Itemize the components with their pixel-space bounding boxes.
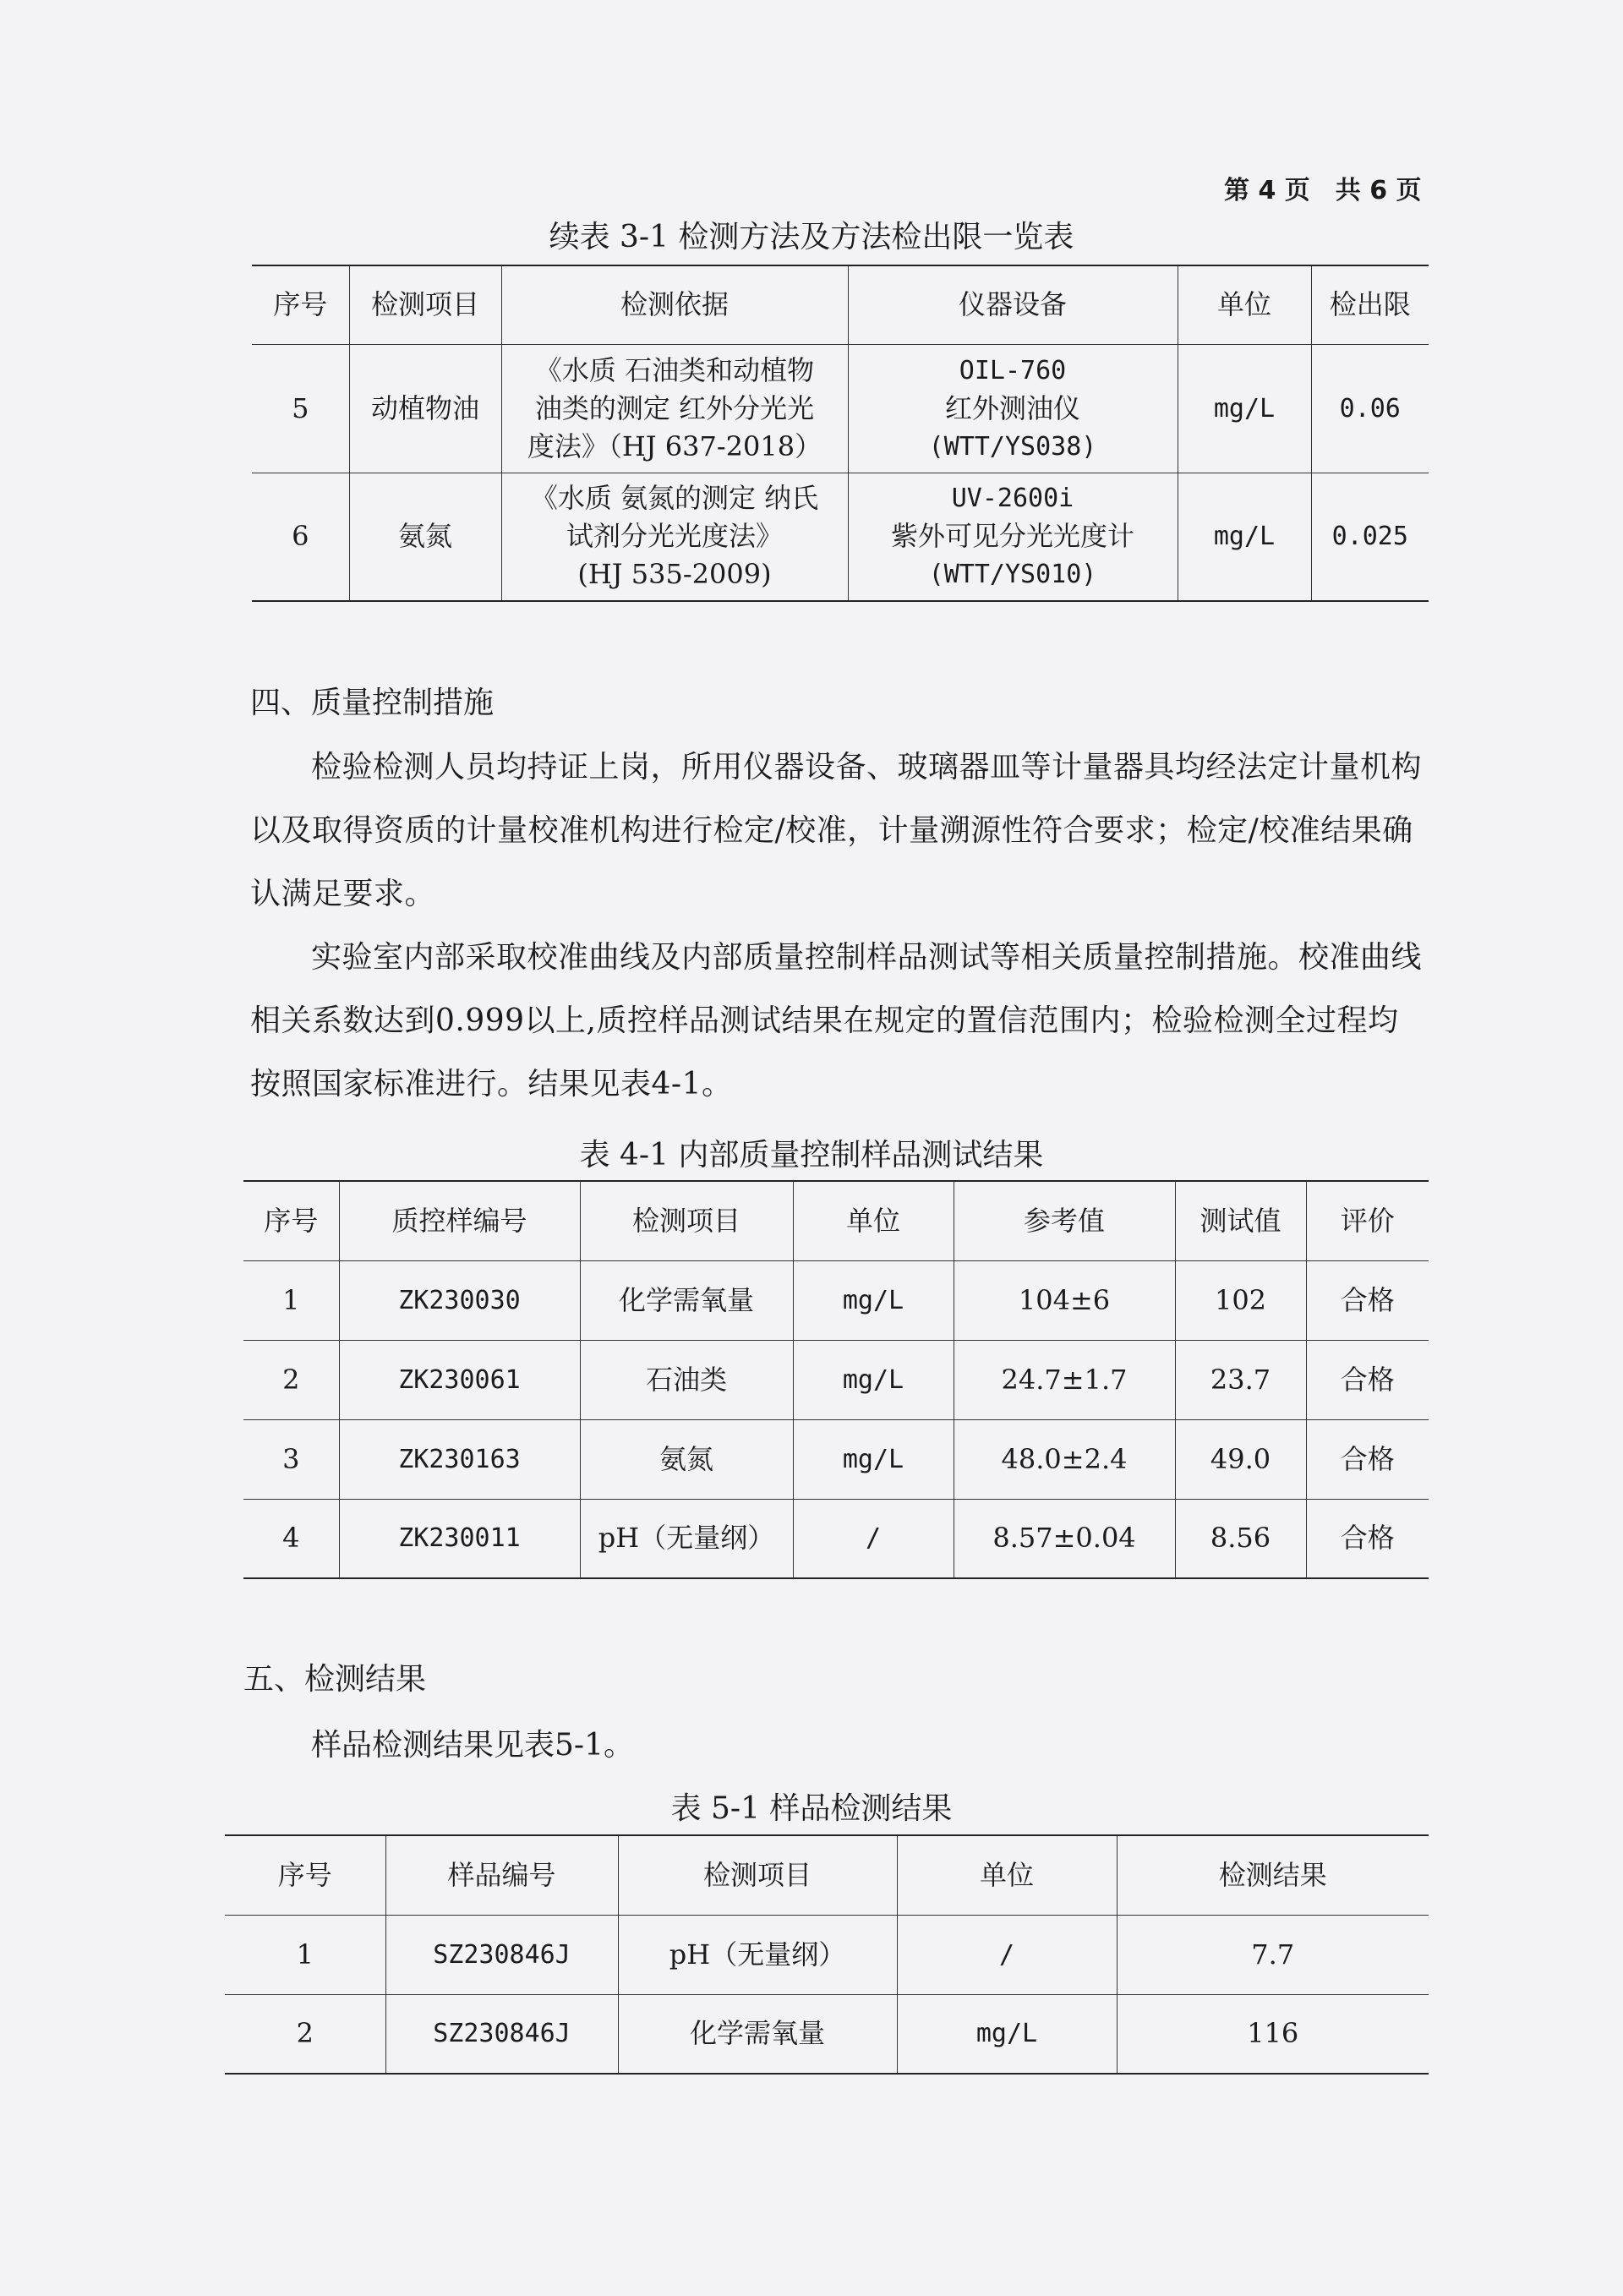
- cell-evaluation: 合格: [1306, 1419, 1429, 1499]
- header-cell: 检测依据: [501, 265, 848, 344]
- table-5-1-caption: 表 5-1 样品检测结果: [670, 1791, 953, 1826]
- header-cell: 检测项目: [580, 1181, 793, 1260]
- header-cell: 检测结果: [1117, 1835, 1429, 1915]
- table-row: [225, 1994, 1429, 2074]
- cell-unit: /: [793, 1499, 954, 1578]
- header-cell: 单位: [1178, 265, 1311, 344]
- device-line: 红外测油仪: [944, 391, 1080, 424]
- table-row: [225, 1915, 1429, 1994]
- cell-result: 7.7: [1117, 1915, 1429, 1994]
- table-row: [252, 473, 1429, 601]
- table-header-row: [252, 265, 1429, 344]
- cell-no: 2: [243, 1340, 339, 1419]
- header-cell: 单位: [793, 1181, 954, 1260]
- header-cell: 序号: [225, 1835, 385, 1915]
- device-line: 紫外可见分光光度计: [890, 520, 1134, 553]
- cell-measured: 8.56: [1175, 1499, 1306, 1578]
- cell-unit: mg/L: [897, 1994, 1117, 2074]
- cell-reference: 8.57±0.04: [954, 1499, 1175, 1578]
- cell-result: 116: [1117, 1994, 1429, 2074]
- cell-sample-id: ZK230163: [339, 1419, 580, 1499]
- cell-no: 2: [225, 1994, 385, 2074]
- table-header-row: [243, 1181, 1429, 1260]
- header-cell: 序号: [252, 265, 349, 344]
- cell-sample-id: SZ230846J: [385, 1915, 618, 1994]
- header-cell: 检出限: [1311, 265, 1429, 344]
- cell-limit: 0.025: [1311, 473, 1429, 601]
- table-5-1: [225, 1834, 1429, 2075]
- header-cell: 仪器设备: [848, 265, 1178, 344]
- cell-device: [848, 344, 1178, 473]
- cell-evaluation: 合格: [1306, 1340, 1429, 1419]
- header-cell: 检测项目: [349, 265, 501, 344]
- cell-item: 动植物油: [349, 344, 501, 473]
- cell-unit: mg/L: [1178, 473, 1311, 601]
- cell-no: 6: [252, 473, 349, 601]
- cell-evaluation: 合格: [1306, 1499, 1429, 1578]
- cell-item: 石油类: [580, 1340, 793, 1419]
- device-line: UV-2600i: [951, 484, 1074, 514]
- table-row: [252, 344, 1429, 473]
- table-header-row: [225, 1835, 1429, 1915]
- cell-sample-id: SZ230846J: [385, 1994, 618, 2074]
- header-cell: 样品编号: [385, 1835, 618, 1915]
- table-4-1-caption: 表 4-1 内部质量控制样品测试结果: [579, 1138, 1044, 1173]
- cell-basis: [501, 344, 848, 473]
- cell-measured: 23.7: [1175, 1340, 1306, 1419]
- header-cell: 参考值: [954, 1181, 1175, 1260]
- basis-line: 度法》（HJ 637-2018）: [527, 429, 822, 462]
- cell-reference: 48.0±2.4: [954, 1419, 1175, 1499]
- section-4-paragraph-2: 实验室内部采取校准曲线及内部质量控制样品测试等相关质量控制措施。校准曲线相关系数达到0.999以上,质控样品测试结果在规定的置信范围内；检验检测全过程均按照国家标准进行。结果见表4-1。: [250, 940, 1423, 1102]
- cell-item: 化学需氧量: [580, 1260, 793, 1340]
- device-line: (WTT/YS010): [928, 560, 1097, 590]
- basis-line: 《水质 氨氮的测定 纳氏: [530, 482, 819, 515]
- cell-no: 4: [243, 1499, 339, 1578]
- device-line: (WTT/YS038): [928, 431, 1097, 462]
- basis-line: 《水质 石油类和动植物: [534, 353, 815, 386]
- section-5-heading: 五、检测结果: [243, 1662, 427, 1697]
- cell-reference: 24.7±1.7: [954, 1340, 1175, 1419]
- cell-no: 5: [252, 344, 349, 473]
- header-cell: 评价: [1306, 1181, 1429, 1260]
- table-3-1: [252, 265, 1429, 602]
- cell-sample-id: ZK230011: [339, 1499, 580, 1578]
- cell-unit: mg/L: [1178, 344, 1311, 473]
- cell-basis: [501, 473, 848, 601]
- section-4-heading: 四、质量控制措施: [250, 686, 495, 720]
- cell-item: 氨氮: [580, 1419, 793, 1499]
- basis-line: (HJ 535-2009): [577, 558, 772, 591]
- table-row: [243, 1419, 1429, 1499]
- cell-item: pH（无量纲）: [618, 1915, 897, 1994]
- table-row: [243, 1340, 1429, 1419]
- page-number: 第 4 页 共 6 页: [1224, 176, 1422, 205]
- cell-item: pH（无量纲）: [580, 1499, 793, 1578]
- cell-limit: 0.06: [1311, 344, 1429, 473]
- cell-item: 化学需氧量: [618, 1994, 897, 2074]
- cell-device: [848, 473, 1178, 601]
- section-5-paragraph: 样品检测结果见表5-1。: [311, 1728, 634, 1763]
- cell-measured: 49.0: [1175, 1419, 1306, 1499]
- table-row: [243, 1260, 1429, 1340]
- basis-line: 油类的测定 红外分光光: [534, 391, 815, 424]
- cell-unit: mg/L: [793, 1260, 954, 1340]
- section-4-paragraph-1: 检验检测人员均持证上岗，所用仪器设备、玻璃器皿等计量器具均经法定计量机构以及取得资质的计量校准机构进行检定/校准，计量溯源性符合要求；检定/校准结果确认满足要求。: [250, 750, 1423, 911]
- cell-measured: 102: [1175, 1260, 1306, 1340]
- table-3-1-caption: 续表 3-1 检测方法及方法检出限一览表: [549, 220, 1074, 254]
- cell-no: 3: [243, 1419, 339, 1499]
- table-row: [243, 1499, 1429, 1578]
- cell-unit: mg/L: [793, 1340, 954, 1419]
- cell-sample-id: ZK230061: [339, 1340, 580, 1419]
- header-cell: 检测项目: [618, 1835, 897, 1915]
- header-cell: 序号: [243, 1181, 339, 1260]
- cell-unit: /: [897, 1915, 1117, 1994]
- cell-reference: 104±6: [954, 1260, 1175, 1340]
- cell-no: 1: [225, 1915, 385, 1994]
- header-cell: 测试值: [1175, 1181, 1306, 1260]
- cell-unit: mg/L: [793, 1419, 954, 1499]
- header-cell: 质控样编号: [339, 1181, 580, 1260]
- cell-item: 氨氮: [349, 473, 501, 601]
- cell-sample-id: ZK230030: [339, 1260, 580, 1340]
- device-line: OIL-760: [959, 355, 1067, 385]
- table-4-1: [243, 1180, 1429, 1579]
- cell-evaluation: 合格: [1306, 1260, 1429, 1340]
- header-cell: 单位: [897, 1835, 1117, 1915]
- basis-line: 试剂分光光度法》: [566, 520, 783, 553]
- cell-no: 1: [243, 1260, 339, 1340]
